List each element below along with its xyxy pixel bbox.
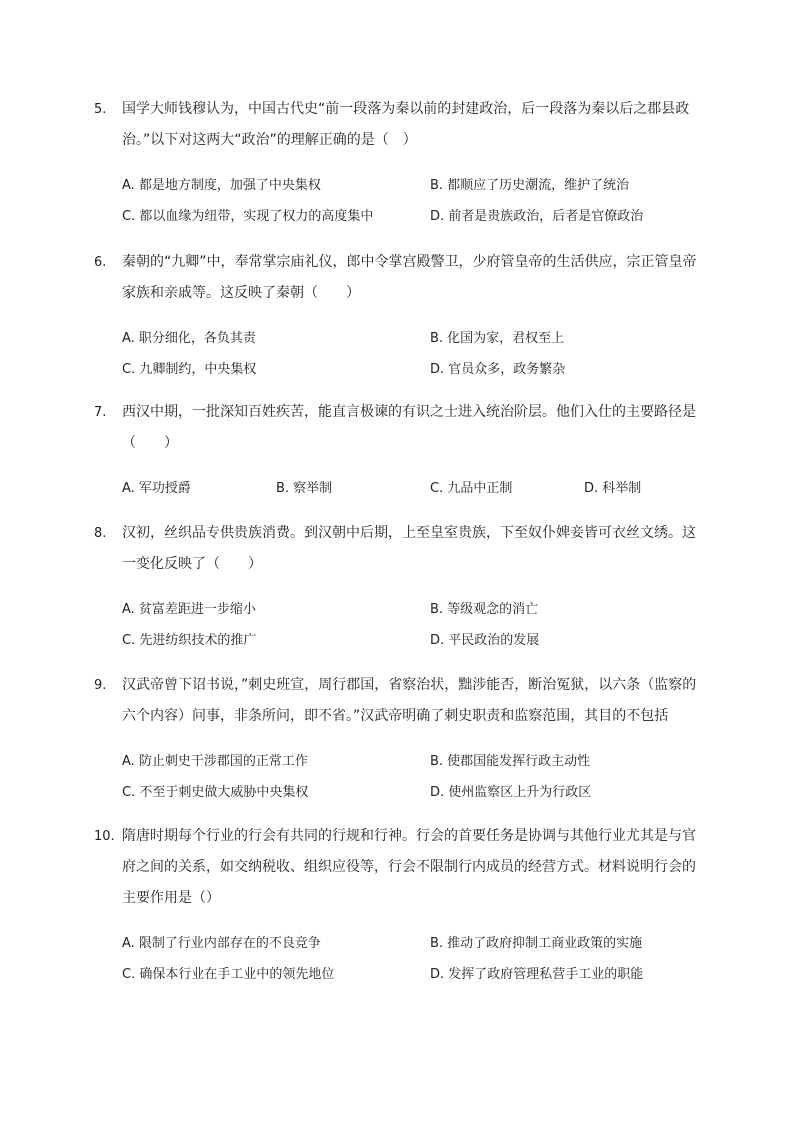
question-number: 9. <box>94 678 107 693</box>
option-b[interactable]: B. 推动了政府抑制工商业政策的实施 <box>430 936 643 951</box>
option-b[interactable]: B. 都顺应了历史潮流，维护了统治 <box>430 178 630 193</box>
option-a[interactable]: A. 职分细化，各负其责 <box>122 331 256 346</box>
option-d[interactable]: D. 科举制 <box>584 481 642 496</box>
question-6 <box>94 247 704 385</box>
question-stem: 国学大师钱穆认为，中国古代史“前一段落为秦以前的封建政治，后一段落为秦以后之郡县政治。”以下对这两大“政治”的理解正确的是（ ） <box>122 101 690 148</box>
question-7 <box>94 397 704 504</box>
question-number: 5. <box>94 102 107 117</box>
question-number: 10. <box>94 829 115 844</box>
question-number: 6. <box>94 255 107 270</box>
question-stem: 秦朝的“九卿”中，奉常掌宗庙礼仪，郎中令掌宫殿警卫，少府管皇帝的生活供应，宗正管皇帝家族和亲戚等。这反映了秦朝（ ） <box>122 254 697 301</box>
options <box>122 170 704 232</box>
option-b[interactable]: B. 等级观念的消亡 <box>430 602 539 617</box>
question-number: 7. <box>94 405 107 420</box>
option-a[interactable]: A. 限制了行业内部存在的不良竞争 <box>122 936 321 951</box>
question-stem: 汉武帝曾下诏书说，”刺史班宣，周行郡国，省察治状，黜涉能否，断治冤狱，以六条（监察的六个内容）问事，非条所问，即不省。”汉武帝明确了刺史职责和监察范围，其目的不包括 <box>122 677 697 724</box>
option-a[interactable]: A. 都是地方制度，加强了中央集权 <box>122 178 321 193</box>
question-5 <box>94 94 704 232</box>
question-9 <box>94 670 704 808</box>
option-a[interactable]: A. 贫富差距进一步缩小 <box>122 602 256 617</box>
option-d[interactable]: D. 发挥了政府管理私营手工业的职能 <box>430 967 644 982</box>
option-c[interactable]: C. 先进纺织技术的推广 <box>122 633 257 648</box>
option-d[interactable]: D. 官员众多，政务繁杂 <box>430 362 566 377</box>
options <box>122 928 704 990</box>
option-d[interactable]: D. 平民政治的发展 <box>430 633 540 648</box>
options <box>122 746 704 808</box>
option-b[interactable]: B. 使郡国能发挥行政主动性 <box>430 754 591 769</box>
question-8 <box>94 518 704 656</box>
option-a[interactable]: A. 军功授爵 <box>122 481 191 496</box>
option-d[interactable]: D. 前者是贵族政治，后者是官僚政治 <box>430 209 644 224</box>
question-10 <box>94 821 704 990</box>
option-d[interactable]: D. 使州监察区上升为行政区 <box>430 785 592 800</box>
options <box>122 323 704 385</box>
option-a[interactable]: A. 防止刺史干涉郡国的正常工作 <box>122 754 308 769</box>
question-number: 8. <box>94 526 107 541</box>
option-c[interactable]: C. 都以血缘为纽带，实现了权力的高度集中 <box>122 209 374 224</box>
options <box>122 594 704 656</box>
question-stem: 隋唐时期每个行业的行会有共同的行规和行神。行会的首要任务是协调与其他行业尤其是与官府之间的关系，如交纳税收、组织应役等，行会不限制行内成员的经营方式。材料说明行会的主要作用是（） <box>122 828 696 906</box>
options <box>122 473 704 504</box>
option-c[interactable]: C. 九品中正制 <box>430 481 513 496</box>
option-b[interactable]: B. 察举制 <box>276 481 333 496</box>
option-b[interactable]: B. 化国为家，君权至上 <box>430 331 565 346</box>
question-stem: 西汉中期，一批深知百姓疾苦，能直言极谏的有识之士进入统治阶层。他们入仕的主要路径是（ ） <box>122 404 696 451</box>
question-stem: 汉初，丝织品专供贵族消费。到汉朝中后期，上至皇室贵族，下至奴仆婢妾皆可衣丝文绣。这一变化反映了（ ） <box>122 525 696 572</box>
option-c[interactable]: C. 不至于刺史做大威胁中央集权 <box>122 785 309 800</box>
option-c[interactable]: C. 确保本行业在手工业中的领先地位 <box>122 967 335 982</box>
option-c[interactable]: C. 九卿制约，中央集权 <box>122 362 257 377</box>
